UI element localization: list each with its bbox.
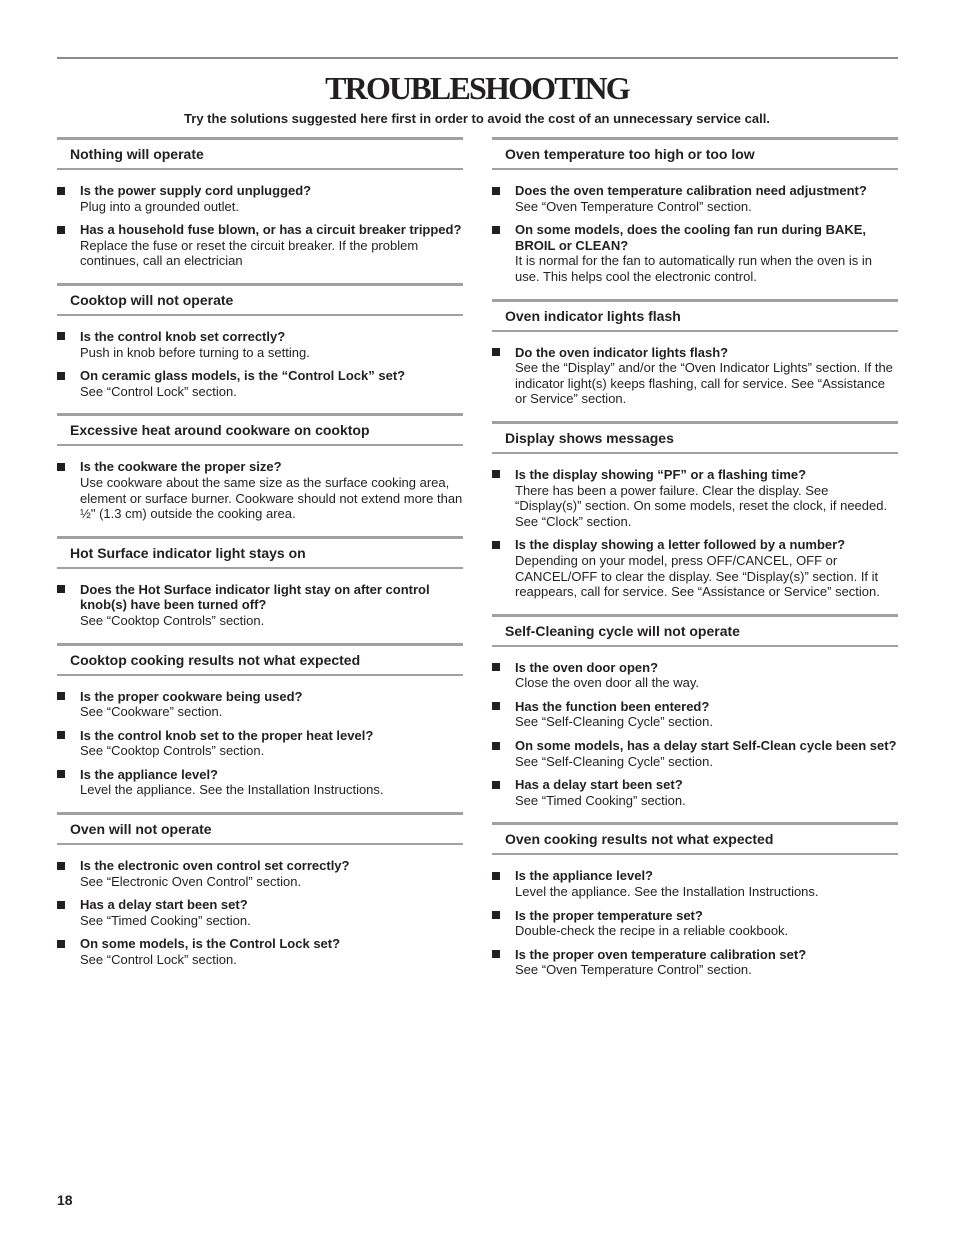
question: Has the function been entered? [515,698,710,714]
answer: Replace the fuse or reset the circuit breaker. If the problem continues, call an electrician [80,237,419,269]
section-title: Oven cooking results not what expected [492,822,898,855]
square-bullet-icon [492,348,500,356]
square-bullet-icon [492,470,500,478]
section-title: Oven indicator lights flash [492,299,898,332]
left-column [57,137,463,982]
troubleshooting-item [57,858,463,889]
troubleshooting-item [57,368,463,399]
section-nothing-will-operate [57,137,463,269]
question: Is the proper temperature set? [515,907,703,923]
section-title: Excessive heat around cookware on cooktop [57,413,463,446]
square-bullet-icon [492,781,500,789]
section-oven-cooking-results-not-what-expected [492,822,898,978]
answer: Double-check the recipe in a reliable cookbook. [515,923,789,939]
troubleshooting-item [492,183,898,214]
question: Is the control knob set correctly? [80,328,286,344]
answer: See “Control Lock” section. [80,952,237,968]
section-title: Oven will not operate [57,812,463,845]
troubleshooting-item [57,183,463,214]
troubleshooting-item [492,947,898,978]
question: Is the electronic oven control set correctly? [80,858,350,874]
answer: Use cookware about the same size as the surface cooking area, element or surface burner. Cookware should not extend more than ½" (1.3 cm) outside the cooking area. [80,474,463,522]
section-title: Cooktop will not operate [57,283,463,316]
question: Is the appliance level? [80,766,218,782]
question: Is the proper cookware being used? [80,688,303,704]
answer: See “Timed Cooking” section. [515,792,686,808]
answer: Plug into a grounded outlet. [80,198,240,214]
answer: See “Cooktop Controls” section. [80,743,265,759]
section-display-shows-messages [492,421,898,600]
troubleshooting-item [492,777,898,808]
question: On ceramic glass models, is the “Control Lock” set? [80,368,406,384]
square-bullet-icon [492,226,500,234]
troubleshooting-item [57,222,463,269]
square-bullet-icon [57,731,65,739]
troubleshooting-item [492,699,898,730]
question: Has a household fuse blown, or has a circuit breaker tripped? [80,222,462,238]
section-cooktop-will-not-operate [57,283,463,399]
square-bullet-icon [492,187,500,195]
answer: Level the appliance. See the Installation Instructions. [515,884,819,900]
answer: See the “Display” and/or the “Oven Indicator Lights” section. If the indicator light(s) keeps flashing, call for service. See “Assistance or Service” section. [515,360,893,407]
troubleshooting-item [492,467,898,529]
question: Is the control knob set to the proper heat level? [80,727,374,743]
section-hot-surface-indicator-light-stays-on [57,536,463,629]
answer: Push in knob before turning to a setting. [80,344,310,360]
intro-text: Try the solutions suggested here first in order to avoid the cost of an unnecessary service call. [184,111,770,126]
section-title: Cooktop cooking results not what expected [57,643,463,676]
troubleshooting-item [57,897,463,928]
section-self-cleaning-cycle-will-not-operate [492,614,898,809]
question: Has a delay start been set? [515,777,683,793]
question: Is the appliance level? [515,868,653,884]
troubleshooting-item [492,660,898,691]
answer: See “Oven Temperature Control” section. [515,198,752,214]
troubleshooting-item [57,728,463,759]
question: Is the oven door open? [515,659,659,675]
square-bullet-icon [57,862,65,870]
answer: It is normal for the fan to automatically run when the oven is in use. This helps cool the electronic control. [515,253,872,284]
troubleshooting-item [492,222,898,284]
troubleshooting-item [492,345,898,407]
square-bullet-icon [492,702,500,710]
question: Is the display showing a letter followed by a number? [515,537,846,553]
troubleshooting-item [57,689,463,720]
troubleshooting-item [492,868,898,899]
page-number: 18 [57,1192,73,1208]
section-title: Self-Cleaning cycle will not operate [492,614,898,647]
answer: See “Oven Temperature Control” section. [515,962,752,978]
question: Does the Hot Surface indicator light stay on after control knob(s) have been turned off? [80,581,430,613]
question: Has a delay start been set? [80,897,248,913]
square-bullet-icon [492,541,500,549]
answer: See “Self-Cleaning Cycle” section. [515,753,713,769]
question: Do the oven indicator lights flash? [515,344,729,360]
square-bullet-icon [492,742,500,750]
section-title: Hot Surface indicator light stays on [57,536,463,569]
answer: Depending on your model, press OFF/CANCEL, OFF or CANCEL/OFF to clear the display. See “Display(s)” section. If it reappears, call for service. See “Assistance or Service” section. [515,552,880,600]
square-bullet-icon [57,692,65,700]
answer: Close the oven door all the way. [515,675,700,691]
troubleshooting-item [57,936,463,967]
troubleshooting-item [57,582,463,629]
answer: There has been a power failure. Clear the display. See “Display(s)” section. On some models, reset the clock, if needed. See “Clock” section. [515,482,888,529]
troubleshooting-item [57,459,463,521]
question: Is the proper oven temperature calibration set? [515,946,807,962]
question: Does the oven temperature calibration need adjustment? [515,183,867,198]
section-title: Display shows messages [492,421,898,454]
square-bullet-icon [57,585,65,593]
square-bullet-icon [57,940,65,948]
troubleshooting-item [57,767,463,798]
answer: See “Timed Cooking” section. [80,912,251,928]
question: Is the display showing “PF” or a flashing time? [515,466,807,482]
square-bullet-icon [492,950,500,958]
right-column [492,137,898,992]
answer: See “Control Lock” section. [80,383,237,399]
question: Is the power supply cord unplugged? [80,183,312,198]
troubleshooting-item [492,537,898,599]
square-bullet-icon [492,663,500,671]
square-bullet-icon [57,463,65,471]
troubleshooting-item [492,738,898,769]
page-title: TROUBLESHOOTING [325,70,629,106]
section-title: Oven temperature too high or too low [492,137,898,170]
section-excessive-heat-around-cookware-on-cooktop [57,413,463,521]
square-bullet-icon [492,911,500,919]
answer: See “Self-Cleaning Cycle” section. [515,714,713,730]
answer: See “Electronic Oven Control” section. [80,873,302,889]
answer: Level the appliance. See the Installation Instructions. [80,782,384,798]
square-bullet-icon [57,187,65,195]
section-oven-will-not-operate [57,812,463,968]
section-oven-indicator-lights-flash [492,299,898,407]
square-bullet-icon [57,372,65,380]
section-title: Nothing will operate [57,137,463,170]
question: On some models, has a delay start Self-Clean cycle been set? [515,738,897,754]
section-cooktop-cooking-results-not-what-expected [57,643,463,799]
answer: See “Cooktop Controls” section. [80,612,265,628]
square-bullet-icon [57,226,65,234]
square-bullet-icon [57,770,65,778]
troubleshooting-item [57,329,463,360]
answer: See “Cookware” section. [80,704,223,720]
square-bullet-icon [492,872,500,880]
question: Is the cookware the proper size? [80,459,282,475]
troubleshooting-item [492,908,898,939]
question: On some models, does the cooling fan run during BAKE, BROIL or CLEAN? [515,222,867,253]
question: On some models, is the Control Lock set? [80,936,341,952]
top-rule [57,57,898,59]
square-bullet-icon [57,332,65,340]
section-oven-temperature-too-high-or-too-low [492,137,898,285]
square-bullet-icon [57,901,65,909]
